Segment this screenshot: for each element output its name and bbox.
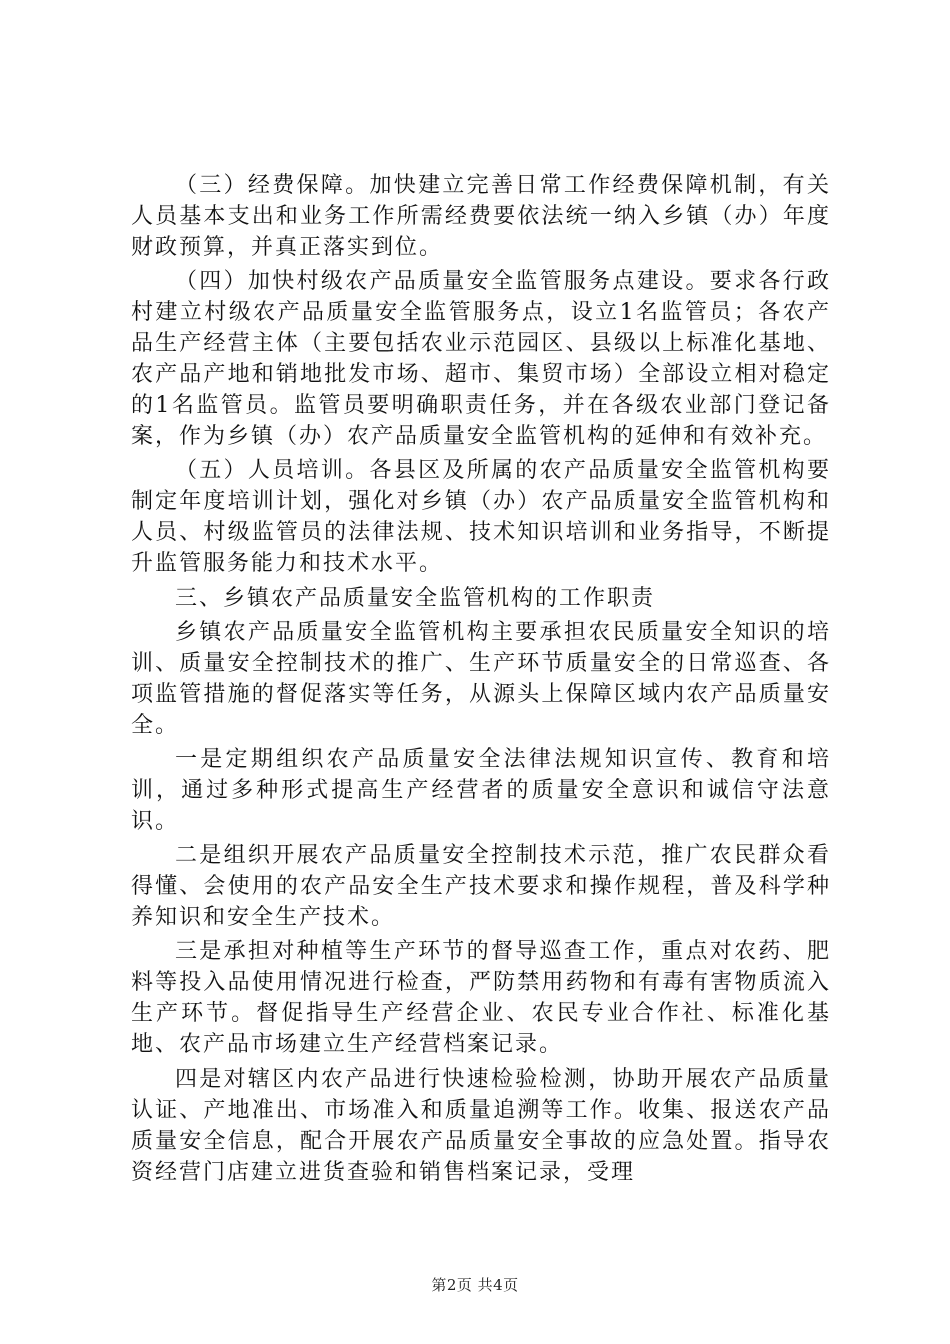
paragraph-duty-two: 二是组织开展农产品质量安全控制技术示范，推广农民群众看得懂、会使用的农产品安全生产技术要求和操作规程，普及科学种养知识和安全生产技术。 — [131, 843, 831, 931]
paragraph-duty-one: 一是定期组织农产品质量安全法律法规知识宣传、教育和培训，通过多种形式提高生产经营者的质量安全意识和诚信守法意识。 — [131, 746, 831, 834]
page-number-footer: 第2页 共4页 — [431, 1276, 519, 1294]
paragraph-duty-four: 四是对辖区内农产品进行快速检验检测，协助开展农产品质量认证、产地准出、市场准入和质量追溯等工作。收集、报送农产品质量安全信息，配合开展农产品质量安全事故的应急处置。指导农资经营门店建立进货查验和销售档案记录，受理 — [131, 1066, 831, 1185]
section-heading-duties: 三、乡镇农产品质量安全监管机构的工作职责 — [175, 585, 656, 611]
document-body — [131, 170, 831, 1191]
paragraph-staff-training: （五）人员培训。各县区及所属的农产品质量安全监管机构要制定年度培训计划，强化对乡镇（办）农产品质量安全监管机构和人员、村级监管员的法律法规、技术知识培训和业务指导，不断提升监管服务能力和技术水平。 — [131, 458, 831, 577]
paragraph-village-service-points: （四）加快村级农产品质量安全监管服务点建设。要求各行政村建立村级农产品质量安全监管服务点，设立1名监管员；各农产品生产经营主体（主要包括农业示范园区、县级以上标准化基地、农产品产地和销地批发市场、超市、集贸市场）全部设立相对稳定的1名监管员。监管员要明确职责任务，并在各级农业部门登记备案，作为乡镇（办）农产品质量安全监管机构的延伸和有效补充。 — [131, 269, 831, 450]
paragraph-funding-guarantee: （三）经费保障。加快建立完善日常工作经费保障机制，有关人员基本支出和业务工作所需经费要依法统一纳入乡镇（办）年度财政预算，并真正落实到位。 — [131, 173, 831, 260]
paragraph-duties-overview: 乡镇农产品质量安全监管机构主要承担农民质量安全知识的培训、质量安全控制技术的推广、生产环节质量安全的日常巡查、各项监管措施的督促落实等任务，从源头上保障区域内农产品质量安全。 — [131, 619, 831, 738]
paragraph-duty-three: 三是承担对种植等生产环节的督导巡查工作，重点对农药、肥料等投入品使用情况进行检查，严防禁用药物和有毒有害物质流入生产环节。督促指导生产经营企业、农民专业合作社、标准化基地、农产品市场建立生产经营档案记录。 — [131, 939, 831, 1058]
